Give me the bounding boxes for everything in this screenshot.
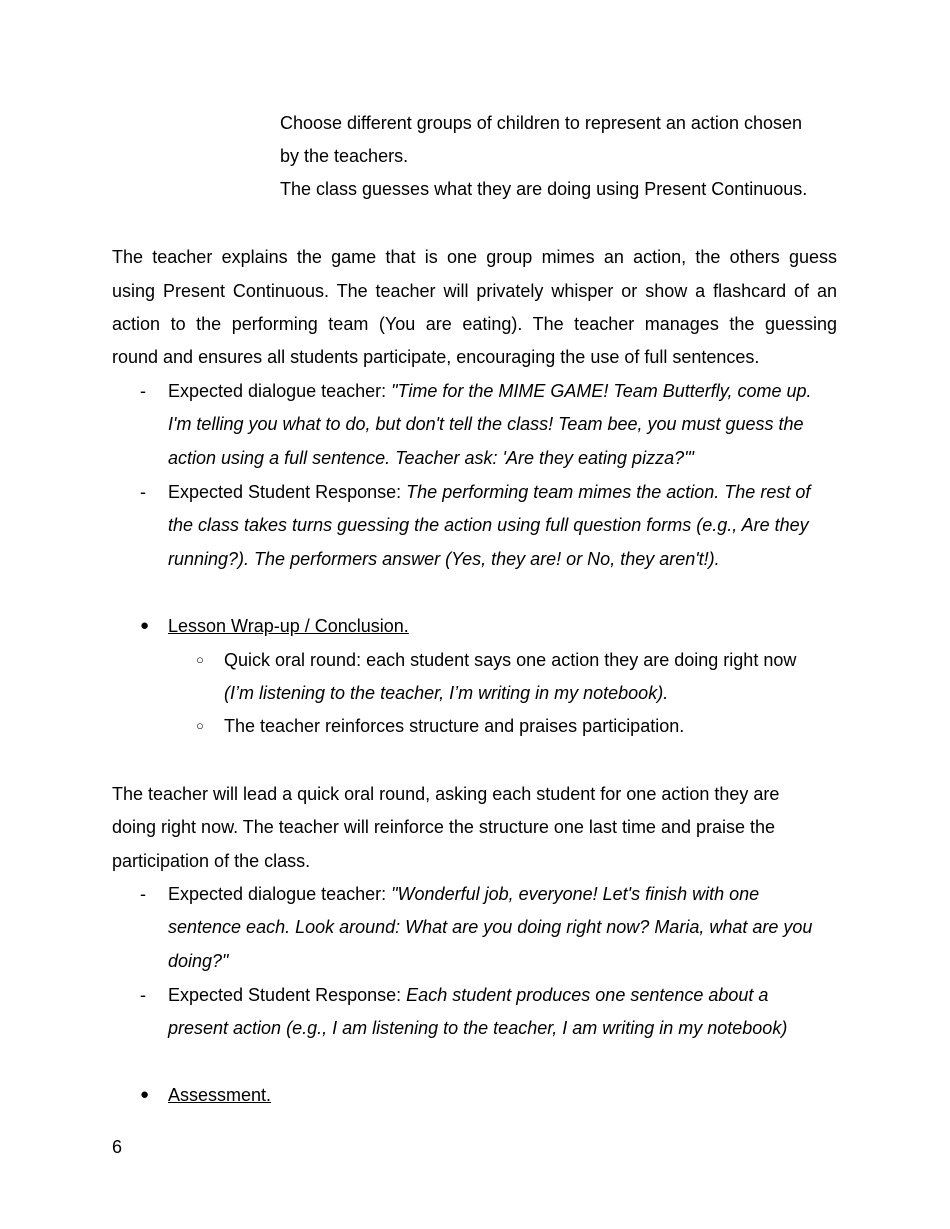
paragraph-1-line-2: using Present Continuous. The teacher will privately whisper or show a flashcard of an (112, 281, 837, 301)
paragraph-2-line-2: doing right now. The teacher will reinforce the structure one last time and praise the (112, 817, 776, 837)
circle-bullet-icon: ○ (196, 652, 204, 667)
paragraph-1-line-4: round and ensures all students participate, encouraging the use of full sentences. (112, 347, 760, 367)
mime-dialogue-line-3: action using a full sentence. Teacher ask: 'Are they eating pizza?'" (168, 448, 694, 468)
wrap-response-line-1 (168, 984, 768, 1006)
list-dash: - (140, 985, 146, 1005)
bullet-icon: ● (140, 1086, 150, 1103)
mime-dialogue-label: Expected dialogue teacher: (168, 381, 392, 401)
wrapup-item-1-line-2: (I’m listening to the teacher, I’m writing in my notebook). (224, 683, 669, 703)
intro-line-1: Choose different groups of children to represent an action chosen (280, 113, 802, 133)
list-dash: - (140, 884, 146, 904)
wrap-dialogue-line-2: sentence each. Look around: What are you doing right now? Maria, what are you (168, 917, 813, 937)
wrapup-heading: Lesson Wrap-up / Conclusion. (168, 616, 409, 636)
mime-response-line-1 (168, 481, 810, 503)
paragraph-1-line-1: The teacher explains the game that is one group mimes an action, the others guess (112, 247, 837, 267)
wrap-response-text: Each student produces one sentence about a (406, 985, 769, 1005)
page-number: 6 (112, 1137, 123, 1157)
wrap-dialogue-quote: "Wonderful job, everyone! Let's finish with one (391, 884, 760, 904)
wrapup-item-1-line-1: Quick oral round: each student says one action they are doing right now (224, 650, 797, 670)
mime-dialogue-quote: "Time for the MIME GAME! Team Butterfly, come up. (391, 381, 812, 401)
list-dash: - (140, 482, 146, 502)
mime-dialogue-line-2: I'm telling you what to do, but don't tell the class! Team bee, you must guess the (168, 414, 804, 434)
wrap-dialogue-line-1 (168, 883, 759, 905)
list-dash: - (140, 381, 146, 401)
intro-line-2: by the teachers. (280, 146, 409, 166)
mime-dialogue-line-1 (168, 380, 812, 402)
paragraph-2-line-3: participation of the class. (112, 851, 311, 871)
wrap-response-label: Expected Student Response: (168, 985, 407, 1005)
paragraph-1-line-3: action to the performing team (You are eating). The teacher manages the guessing (112, 314, 837, 334)
assessment-heading: Assessment. (168, 1085, 272, 1105)
mime-response-text: The performing team mimes the action. The rest of (406, 482, 811, 502)
circle-bullet-icon: ○ (196, 718, 204, 733)
bullet-icon: ● (140, 617, 150, 634)
intro-line-3: The class guesses what they are doing using Present Continuous. (280, 179, 808, 199)
wrapup-item-2: The teacher reinforces structure and praises participation. (224, 716, 685, 736)
wrap-response-line-2: present action (e.g., I am listening to the teacher, I am writing in my notebook) (168, 1018, 788, 1038)
paragraph-2-line-1: The teacher will lead a quick oral round, asking each student for one action they are (112, 784, 780, 804)
wrap-dialogue-line-3: doing?" (168, 951, 229, 971)
mime-response-line-2: the class takes turns guessing the action using full question forms (e.g., Are they (168, 515, 809, 535)
wrap-dialogue-label: Expected dialogue teacher: (168, 884, 392, 904)
mime-response-line-3: running?). The performers answer (Yes, they are! or No, they aren't!). (168, 549, 720, 569)
mime-response-label: Expected Student Response: (168, 482, 407, 502)
